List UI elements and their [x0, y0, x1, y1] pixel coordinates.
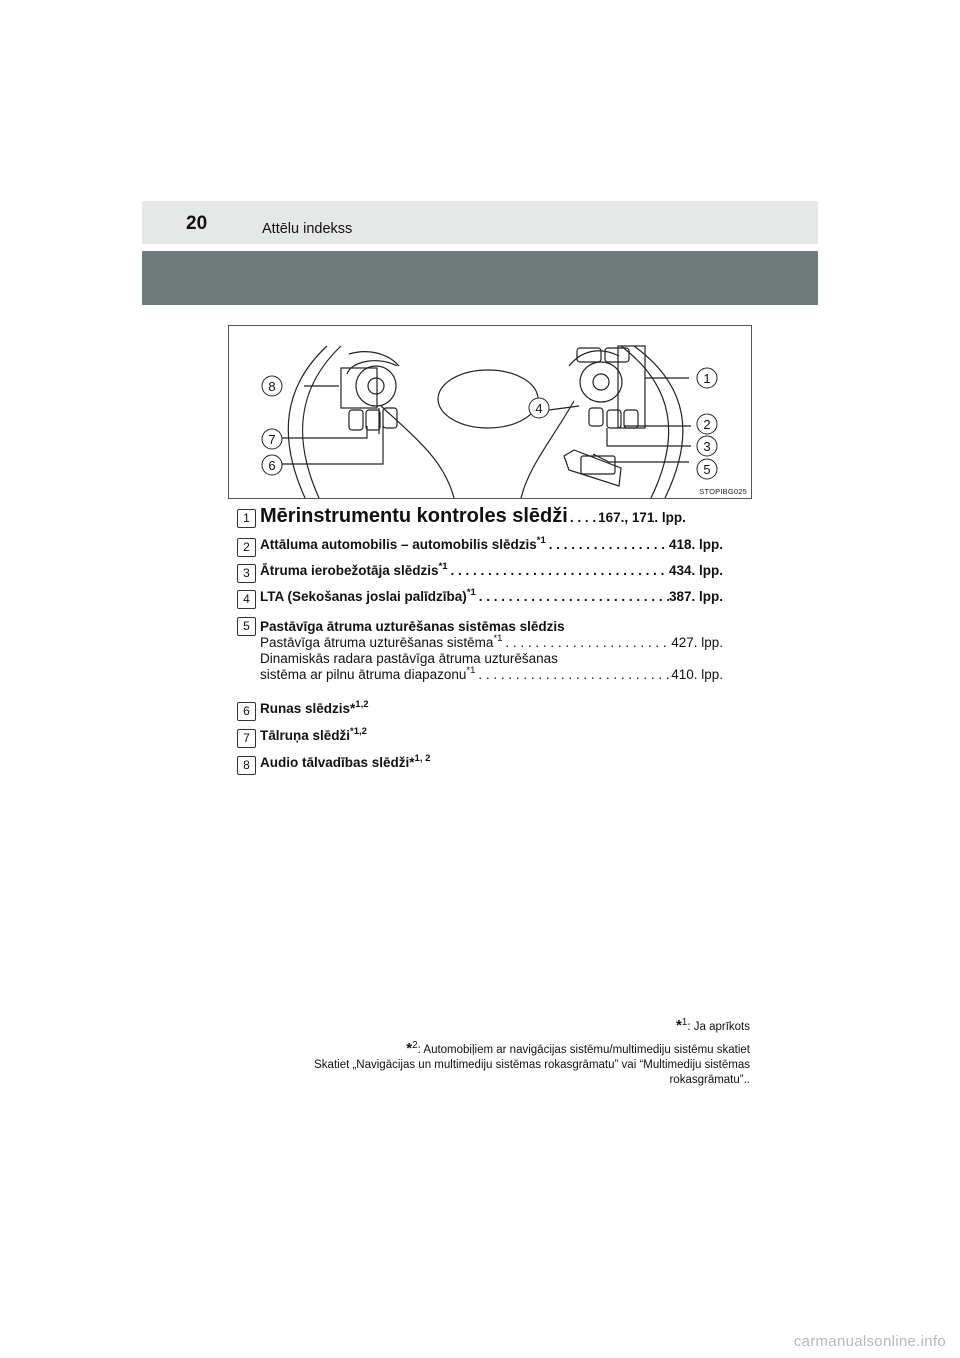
entry-2: [237, 537, 723, 563]
entry-footnote-ref: *1: [466, 665, 476, 676]
callout-4: 4: [535, 401, 543, 416]
entry-page: 167., 171. lpp.: [598, 510, 686, 525]
sub-entry-page: 427. lpp.: [671, 635, 723, 650]
callout-7: 7: [268, 432, 276, 447]
entry-footnote-ref: *1: [466, 587, 476, 598]
entry-number: 7: [237, 729, 256, 748]
steering-wheel-illustration: [229, 326, 751, 498]
entry-8: [237, 755, 723, 782]
index-entries: [237, 505, 723, 782]
entry-label: Runas slēdzis*: [260, 701, 356, 716]
footnote-2-line-3: rokasgrāmatu”..: [669, 1074, 750, 1086]
footnote-2: *$^2$: Automobiļiem ar navigācijas sistēmu/multimediju sistēmu skatiet: [406, 1040, 750, 1057]
sub-entry-line: Dinamiskās radara pastāvīga ātruma uzturēšanas: [260, 651, 558, 666]
entry-label: Attāluma automobilis – automobilis slēdzis: [260, 537, 537, 552]
entry-label: Audio tālvadības slēdži*: [260, 755, 415, 770]
entry-5: [237, 615, 723, 695]
entry-number: 5: [237, 617, 256, 636]
entry-dots: [502, 635, 671, 651]
entry-page: 418. lpp.: [668, 537, 723, 552]
sub-entry-label: sistēma ar pilnu ātruma diapazonu: [260, 667, 467, 682]
entry-dots: [476, 589, 669, 604]
entry-label: Pastāvīga ātruma uzturēšanas sistēmas slēdzis: [260, 619, 565, 634]
entry-footnote-ref: *1,2: [350, 726, 367, 737]
figure-code: STOPIBG025: [699, 487, 747, 496]
callout-8: 8: [268, 379, 276, 394]
footnote-2-line-2: Skatiet „Navigācijas un multimediju sistēmas rokasgrāmatu” vai “Multimediju sistēmas: [314, 1059, 750, 1071]
callout-5: 5: [703, 462, 711, 477]
entry-number: 1: [237, 509, 256, 528]
page-number: 20: [186, 213, 208, 234]
callout-3: 3: [703, 439, 711, 454]
entry-footnote-ref: *1: [438, 561, 448, 572]
entry-number: 8: [237, 756, 256, 775]
entry-footnote-ref: 1,2: [355, 699, 369, 710]
entry-label: LTA (Sekošanas joslai palīdzība): [260, 589, 467, 604]
header-bar: [142, 201, 818, 244]
sub-entry-label: Pastāvīga ātruma uzturēšanas sistēma: [260, 635, 494, 650]
section-title: Attēlu indekss: [262, 221, 353, 237]
steering-wheel-figure: [228, 325, 752, 499]
entry-label: Tālruņa slēdži: [260, 728, 351, 743]
entry-footnote-ref: *1: [536, 535, 546, 546]
entry-dots: [546, 537, 669, 552]
entry-page: 434. lpp.: [668, 563, 723, 578]
entry-dots: [475, 667, 671, 683]
footnotes: [190, 1018, 750, 1088]
callout-6: 6: [268, 458, 276, 473]
entry-page: 387. lpp.: [668, 589, 723, 604]
entry-label: Ātruma ierobežotāja slēdzis: [260, 563, 439, 578]
entry-number: 2: [237, 538, 256, 557]
watermark: carmanualsonline.info: [793, 1333, 946, 1350]
entry-1: [237, 505, 723, 537]
title-band: [142, 251, 818, 305]
entry-3: [237, 563, 723, 589]
entry-number: 6: [237, 702, 256, 721]
entry-dots: . . . .: [569, 510, 597, 525]
entry-number: 3: [237, 564, 256, 583]
entry-dots: [448, 563, 669, 578]
callout-1: 1: [703, 371, 711, 386]
entry-label: Mērinstrumentu kontroles slēdži: [260, 505, 568, 527]
footnote-1: *$^1$: Ja aprīkots: [675, 1017, 750, 1034]
entry-number: 4: [237, 590, 256, 609]
entry-7: [237, 728, 723, 755]
entry-footnote-ref: *1: [493, 633, 503, 644]
sub-entry-page: 410. lpp.: [671, 667, 723, 682]
entry-footnote-ref: 1, 2: [414, 753, 431, 764]
callout-2: 2: [703, 417, 711, 432]
entry-4: [237, 589, 723, 615]
entry-6: [237, 701, 723, 728]
